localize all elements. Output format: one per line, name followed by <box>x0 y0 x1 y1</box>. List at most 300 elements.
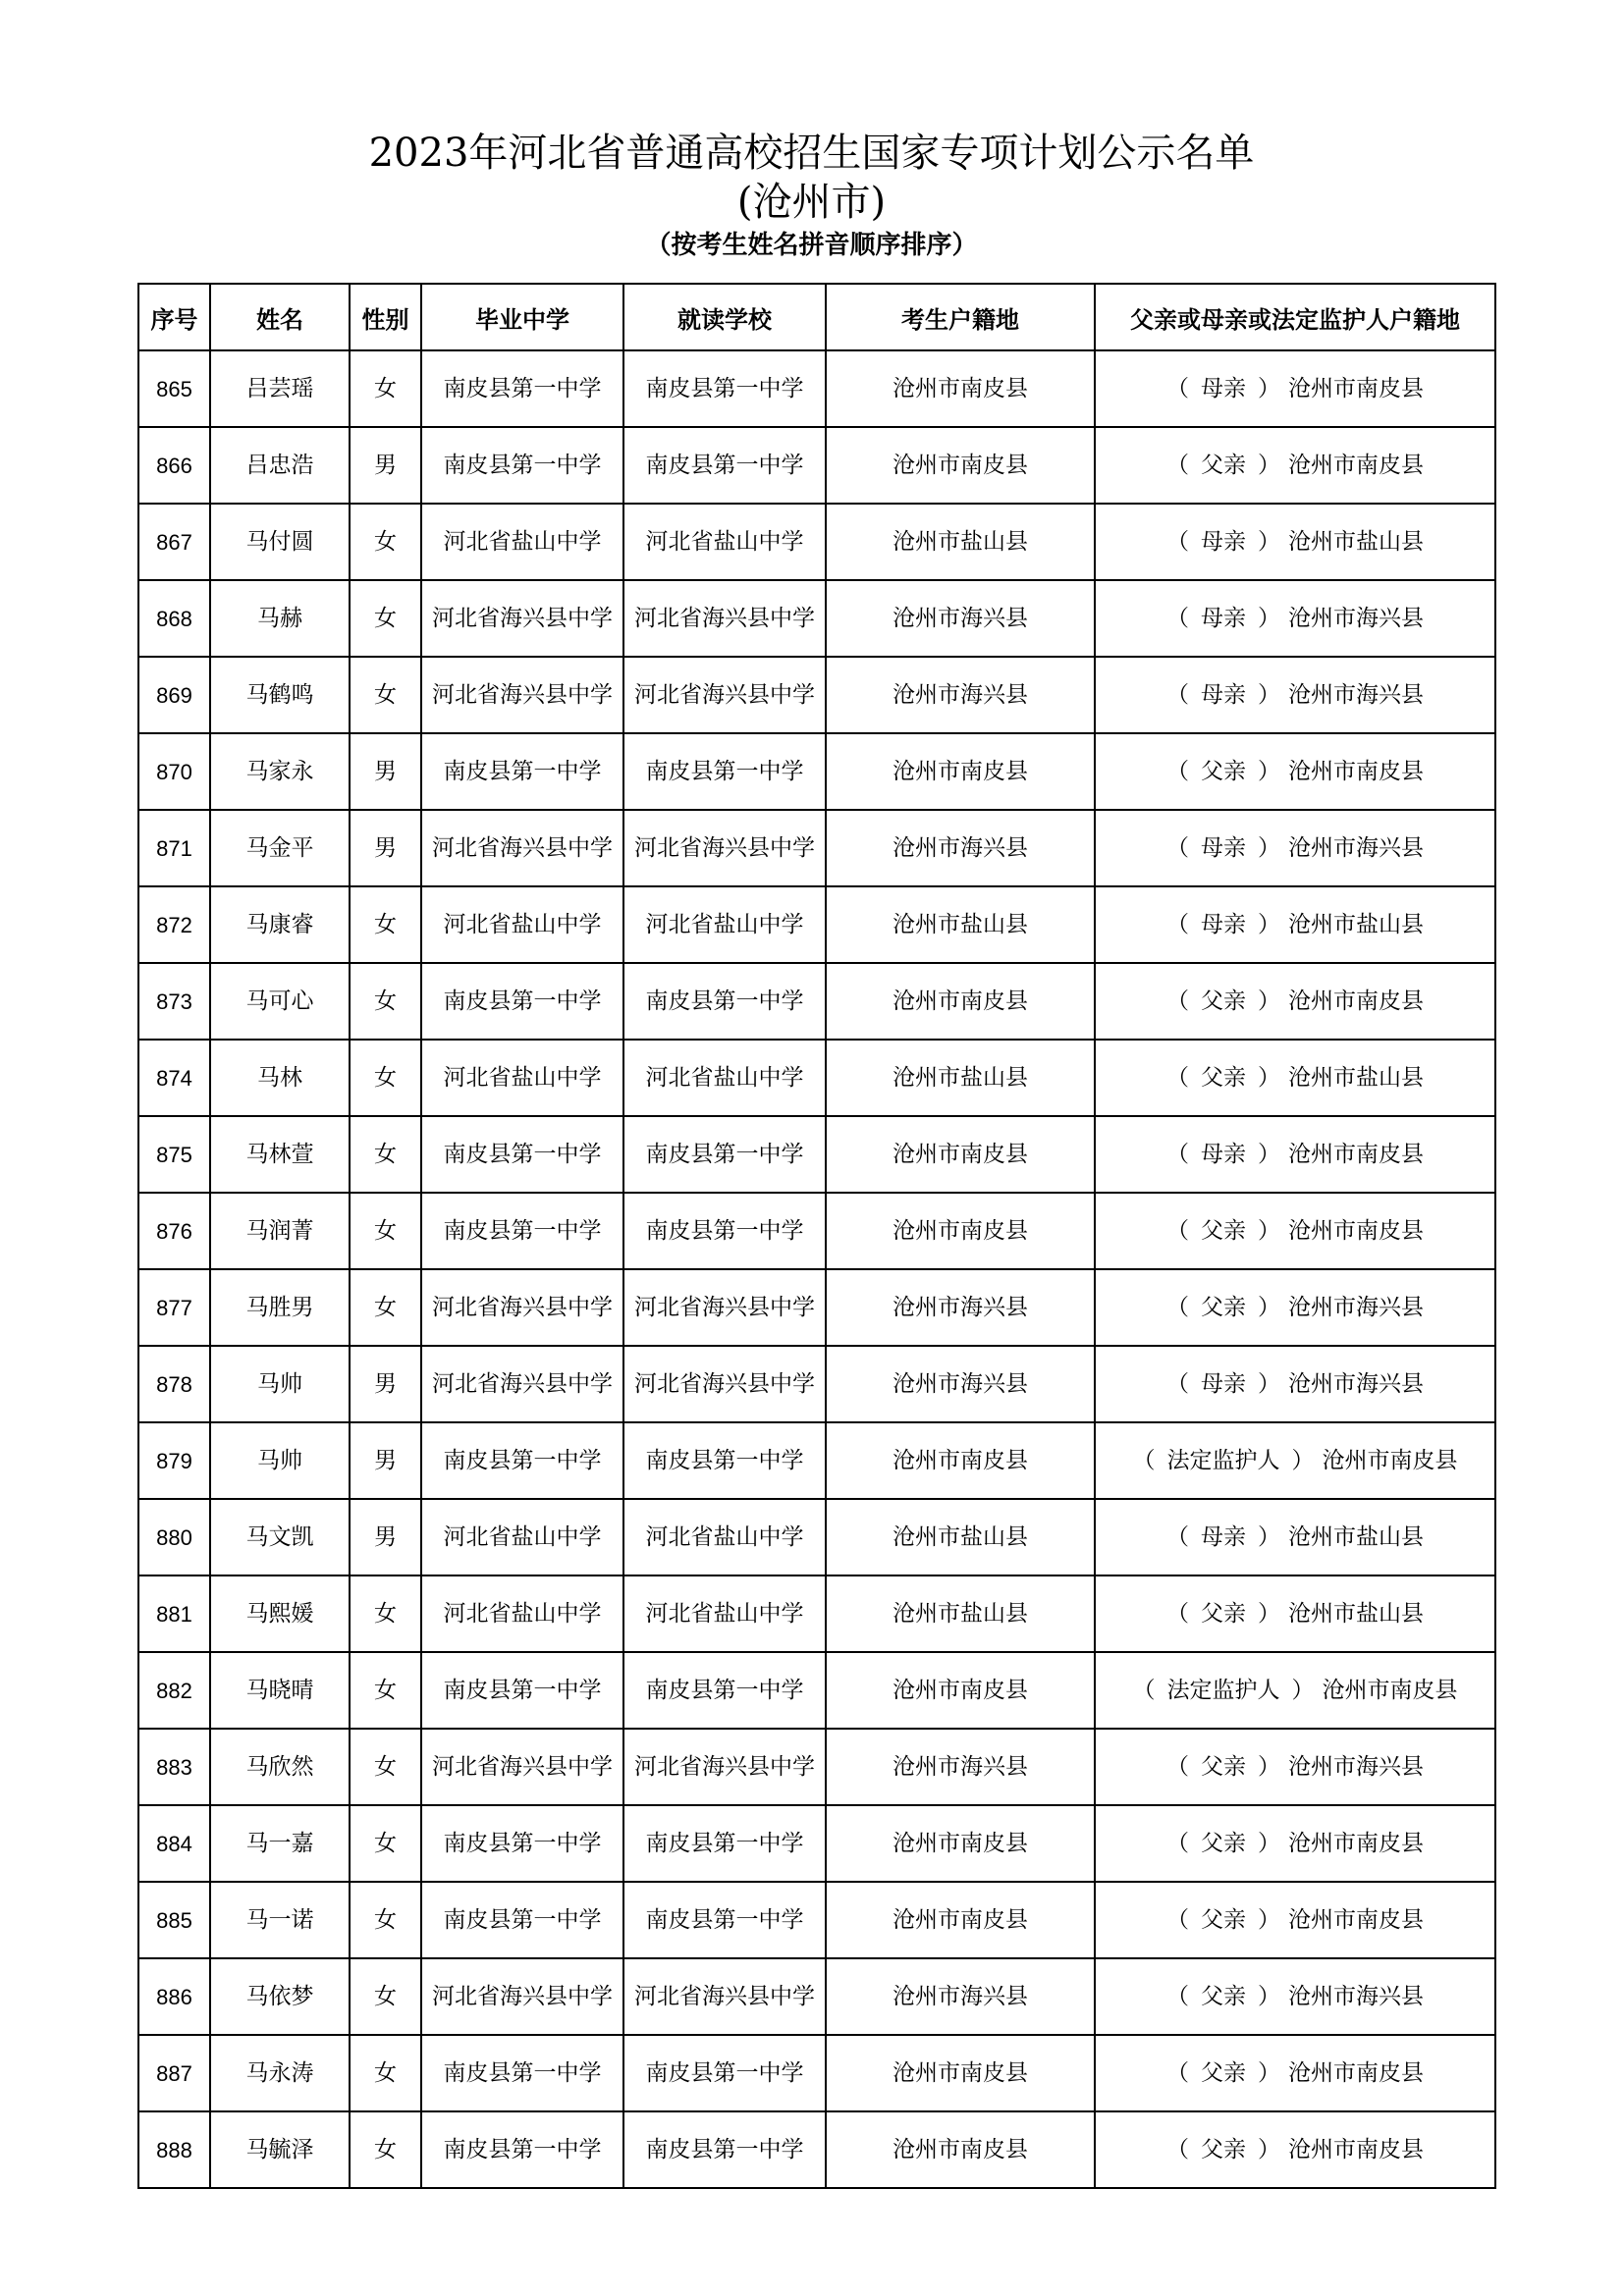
cell-grad-school: 河北省海兴县中学 <box>421 657 623 733</box>
cell-sex: 男 <box>350 733 421 810</box>
cell-sex: 男 <box>350 427 421 504</box>
cell-hukou: 沧州市南皮县 <box>826 1422 1095 1499</box>
cell-hukou: 沧州市南皮县 <box>826 1805 1095 1882</box>
guardian-relation: 母亲 <box>1201 911 1246 937</box>
cell-sex: 女 <box>350 350 421 427</box>
cell-hukou: 沧州市海兴县 <box>826 810 1095 886</box>
cell-sex: 女 <box>350 1882 421 1958</box>
cell-current-school: 南皮县第一中学 <box>623 1805 826 1882</box>
cell-hukou: 沧州市南皮县 <box>826 427 1095 504</box>
cell-guardian-hukou <box>1095 350 1495 427</box>
open-paren: （ <box>1166 528 1189 555</box>
guardian-relation: 母亲 <box>1201 1141 1246 1167</box>
close-paren: ） <box>1258 988 1280 1014</box>
header-row <box>138 284 1495 350</box>
cell-guardian-hukou <box>1095 733 1495 810</box>
cell-no: 869 <box>138 657 210 733</box>
cell-grad-school: 南皮县第一中学 <box>421 1805 623 1882</box>
cell-name: 马永涛 <box>210 2035 350 2111</box>
cell-guardian-hukou <box>1095 963 1495 1040</box>
cell-name: 马林萱 <box>210 1116 350 1193</box>
cell-grad-school: 南皮县第一中学 <box>421 1882 623 1958</box>
cell-current-school: 河北省海兴县中学 <box>623 1346 826 1422</box>
cell-no: 871 <box>138 810 210 886</box>
guardian-place: 沧州市海兴县 <box>1288 1370 1424 1397</box>
cell-grad-school: 河北省海兴县中学 <box>421 810 623 886</box>
guardian-relation: 父亲 <box>1201 2136 1246 2163</box>
cell-guardian-hukou <box>1095 1346 1495 1422</box>
cell-no: 888 <box>138 2111 210 2188</box>
document-title: 2023年河北省普通高校招生国家专项计划公示名单 <box>368 131 1255 176</box>
cell-current-school: 南皮县第一中学 <box>623 733 826 810</box>
cell-guardian-hukou <box>1095 2035 1495 2111</box>
guardian-place: 沧州市南皮县 <box>1322 1677 1458 1703</box>
cell-sex: 女 <box>350 1575 421 1652</box>
open-paren: （ <box>1166 1294 1189 1320</box>
guardian-relation: 父亲 <box>1201 758 1246 784</box>
open-paren: （ <box>1166 1906 1189 1933</box>
close-paren: ） <box>1258 1830 1280 1856</box>
cell-no: 870 <box>138 733 210 810</box>
cell-grad-school: 河北省海兴县中学 <box>421 1346 623 1422</box>
cell-name: 马熙媛 <box>210 1575 350 1652</box>
close-paren: ） <box>1258 2136 1280 2163</box>
cell-no: 880 <box>138 1499 210 1575</box>
close-paren: ） <box>1258 834 1280 861</box>
close-paren: ） <box>1258 681 1280 708</box>
cell-grad-school: 河北省盐山中学 <box>421 504 623 580</box>
close-paren: ） <box>1291 1447 1315 1473</box>
cell-name: 马鹤鸣 <box>210 657 350 733</box>
cell-hukou: 沧州市南皮县 <box>826 963 1095 1040</box>
cell-grad-school: 河北省盐山中学 <box>421 886 623 963</box>
cell-hukou: 沧州市海兴县 <box>826 1269 1095 1346</box>
open-paren: （ <box>1166 1830 1189 1856</box>
cell-no: 868 <box>138 580 210 657</box>
cell-guardian-hukou <box>1095 427 1495 504</box>
cell-grad-school: 河北省盐山中学 <box>421 1575 623 1652</box>
cell-sex: 女 <box>350 886 421 963</box>
close-paren: ） <box>1258 1753 1280 1780</box>
cell-sex: 女 <box>350 1040 421 1116</box>
header-cell-grad-school: 毕业中学 <box>421 284 623 350</box>
cell-guardian-hukou <box>1095 1805 1495 1882</box>
cell-guardian-hukou <box>1095 580 1495 657</box>
cell-no: 875 <box>138 1116 210 1193</box>
guardian-relation: 法定监护人 <box>1166 1677 1280 1703</box>
cell-no: 873 <box>138 963 210 1040</box>
cell-name: 马润菁 <box>210 1193 350 1269</box>
cell-hukou: 沧州市南皮县 <box>826 733 1095 810</box>
table-row <box>138 1116 1495 1193</box>
cell-sex: 女 <box>350 1116 421 1193</box>
guardian-place: 沧州市南皮县 <box>1288 758 1424 784</box>
cell-guardian-hukou <box>1095 1882 1495 1958</box>
close-paren: ） <box>1258 2059 1280 2086</box>
header-cell-current-school: 就读学校 <box>623 284 826 350</box>
cell-no: 874 <box>138 1040 210 1116</box>
open-paren: （ <box>1132 1447 1156 1473</box>
guardian-relation: 父亲 <box>1201 1217 1246 1244</box>
cell-hukou: 沧州市海兴县 <box>826 1958 1095 2035</box>
cell-guardian-hukou <box>1095 657 1495 733</box>
close-paren: ） <box>1258 758 1280 784</box>
open-paren: （ <box>1166 911 1189 937</box>
table-row <box>138 1499 1495 1575</box>
guardian-relation: 父亲 <box>1201 1294 1246 1320</box>
cell-sex: 男 <box>350 1422 421 1499</box>
cell-grad-school: 南皮县第一中学 <box>421 1193 623 1269</box>
cell-hukou: 沧州市海兴县 <box>826 580 1095 657</box>
guardian-relation: 母亲 <box>1201 605 1246 631</box>
open-paren: （ <box>1166 834 1189 861</box>
cell-name: 马依梦 <box>210 1958 350 2035</box>
close-paren: ） <box>1258 1906 1280 1933</box>
cell-current-school: 南皮县第一中学 <box>623 350 826 427</box>
cell-name: 马可心 <box>210 963 350 1040</box>
cell-guardian-hukou <box>1095 504 1495 580</box>
cell-hukou: 沧州市南皮县 <box>826 2111 1095 2188</box>
guardian-relation: 父亲 <box>1201 1753 1246 1780</box>
table-row <box>138 1346 1495 1422</box>
cell-grad-school: 南皮县第一中学 <box>421 1652 623 1729</box>
cell-hukou: 沧州市盐山县 <box>826 1575 1095 1652</box>
table-row <box>138 580 1495 657</box>
open-paren: （ <box>1166 2059 1189 2086</box>
table-row <box>138 733 1495 810</box>
cell-guardian-hukou <box>1095 1269 1495 1346</box>
open-paren: （ <box>1166 758 1189 784</box>
guardian-place: 沧州市海兴县 <box>1288 834 1424 861</box>
open-paren: （ <box>1166 2136 1189 2163</box>
guardian-relation: 父亲 <box>1201 1830 1246 1856</box>
cell-name: 马帅 <box>210 1422 350 1499</box>
cell-name: 马赫 <box>210 580 350 657</box>
cell-grad-school: 南皮县第一中学 <box>421 2035 623 2111</box>
cell-grad-school: 南皮县第一中学 <box>421 427 623 504</box>
cell-no: 865 <box>138 350 210 427</box>
cell-current-school: 南皮县第一中学 <box>623 1652 826 1729</box>
open-paren: （ <box>1166 375 1189 401</box>
guardian-place: 沧州市南皮县 <box>1288 452 1424 478</box>
cell-no: 887 <box>138 2035 210 2111</box>
close-paren: ） <box>1258 1141 1280 1167</box>
cell-hukou: 沧州市南皮县 <box>826 1116 1095 1193</box>
close-paren: ） <box>1258 452 1280 478</box>
cell-no: 872 <box>138 886 210 963</box>
cell-no: 878 <box>138 1346 210 1422</box>
guardian-relation: 母亲 <box>1201 375 1246 401</box>
cell-guardian-hukou <box>1095 1116 1495 1193</box>
cell-no: 881 <box>138 1575 210 1652</box>
guardian-relation: 父亲 <box>1201 452 1246 478</box>
table-row <box>138 810 1495 886</box>
cell-sex: 女 <box>350 504 421 580</box>
close-paren: ） <box>1258 1370 1280 1397</box>
cell-grad-school: 河北省海兴县中学 <box>421 1729 623 1805</box>
cell-current-school: 南皮县第一中学 <box>623 1193 826 1269</box>
cell-guardian-hukou <box>1095 1652 1495 1729</box>
table-row <box>138 427 1495 504</box>
guardian-relation: 父亲 <box>1201 1064 1246 1091</box>
cell-grad-school: 南皮县第一中学 <box>421 1116 623 1193</box>
guardian-place: 沧州市盐山县 <box>1288 1600 1424 1627</box>
cell-no: 867 <box>138 504 210 580</box>
close-paren: ） <box>1258 1294 1280 1320</box>
cell-sex: 女 <box>350 963 421 1040</box>
guardian-place: 沧州市南皮县 <box>1288 1141 1424 1167</box>
header-cell-guardian-hukou: 父亲或母亲或法定监护人户籍地 <box>1095 284 1495 350</box>
cell-no: 876 <box>138 1193 210 1269</box>
cell-current-school: 河北省盐山中学 <box>623 1575 826 1652</box>
cell-guardian-hukou <box>1095 1422 1495 1499</box>
close-paren: ） <box>1258 375 1280 401</box>
cell-hukou: 沧州市盐山县 <box>826 1499 1095 1575</box>
cell-name: 马欣然 <box>210 1729 350 1805</box>
cell-grad-school: 南皮县第一中学 <box>421 2111 623 2188</box>
table-row <box>138 1958 1495 2035</box>
open-paren: （ <box>1132 1677 1156 1703</box>
guardian-relation: 父亲 <box>1201 1906 1246 1933</box>
cell-current-school: 南皮县第一中学 <box>623 963 826 1040</box>
cell-sex: 女 <box>350 1269 421 1346</box>
open-paren: （ <box>1166 1600 1189 1627</box>
cell-grad-school: 河北省海兴县中学 <box>421 1269 623 1346</box>
cell-name: 马文凯 <box>210 1499 350 1575</box>
guardian-place: 沧州市盐山县 <box>1288 1064 1424 1091</box>
cell-hukou: 沧州市南皮县 <box>826 2035 1095 2111</box>
cell-current-school: 河北省盐山中学 <box>623 1040 826 1116</box>
cell-guardian-hukou <box>1095 810 1495 886</box>
sort-note: （按考生姓名拼音顺序排序） <box>645 231 978 260</box>
cell-sex: 女 <box>350 657 421 733</box>
close-paren: ） <box>1258 911 1280 937</box>
cell-sex: 女 <box>350 580 421 657</box>
close-paren: ） <box>1258 605 1280 631</box>
cell-no: 883 <box>138 1729 210 1805</box>
guardian-relation: 父亲 <box>1201 2059 1246 2086</box>
guardian-place: 沧州市南皮县 <box>1288 1906 1424 1933</box>
guardian-relation: 母亲 <box>1201 1370 1246 1397</box>
cell-name: 马付圆 <box>210 504 350 580</box>
guardian-place: 沧州市盐山县 <box>1288 911 1424 937</box>
cell-no: 884 <box>138 1805 210 1882</box>
guardian-place: 沧州市海兴县 <box>1288 681 1424 708</box>
cell-guardian-hukou <box>1095 1729 1495 1805</box>
table-row <box>138 1269 1495 1346</box>
guardian-place: 沧州市盐山县 <box>1288 528 1424 555</box>
cell-hukou: 沧州市盐山县 <box>826 504 1095 580</box>
cell-name: 马帅 <box>210 1346 350 1422</box>
table-body <box>138 350 1495 2188</box>
header-cell-hukou: 考生户籍地 <box>826 284 1095 350</box>
guardian-place: 沧州市海兴县 <box>1288 1753 1424 1780</box>
cell-hukou: 沧州市盐山县 <box>826 886 1095 963</box>
cell-current-school: 河北省海兴县中学 <box>623 1958 826 2035</box>
cell-current-school: 南皮县第一中学 <box>623 2111 826 2188</box>
open-paren: （ <box>1166 605 1189 631</box>
guardian-place: 沧州市海兴县 <box>1288 605 1424 631</box>
cell-current-school: 河北省海兴县中学 <box>623 657 826 733</box>
cell-no: 885 <box>138 1882 210 1958</box>
cell-current-school: 南皮县第一中学 <box>623 1882 826 1958</box>
open-paren: （ <box>1166 1523 1189 1550</box>
guardian-relation: 父亲 <box>1201 988 1246 1014</box>
table-row <box>138 1805 1495 1882</box>
cell-grad-school: 南皮县第一中学 <box>421 733 623 810</box>
cell-name: 马胜男 <box>210 1269 350 1346</box>
table-row <box>138 1422 1495 1499</box>
cell-no: 879 <box>138 1422 210 1499</box>
close-paren: ） <box>1258 1983 1280 2009</box>
guardian-place: 沧州市盐山县 <box>1288 1523 1424 1550</box>
header-cell-sex: 性别 <box>350 284 421 350</box>
cell-hukou: 沧州市南皮县 <box>826 1193 1095 1269</box>
cell-hukou: 沧州市海兴县 <box>826 1346 1095 1422</box>
cell-current-school: 南皮县第一中学 <box>623 427 826 504</box>
cell-guardian-hukou <box>1095 886 1495 963</box>
cell-hukou: 沧州市盐山县 <box>826 1040 1095 1116</box>
cell-current-school: 南皮县第一中学 <box>623 2035 826 2111</box>
city-subtitle: (沧州市) <box>736 180 887 225</box>
cell-sex: 女 <box>350 2111 421 2188</box>
guardian-place: 沧州市南皮县 <box>1322 1447 1458 1473</box>
close-paren: ） <box>1258 1064 1280 1091</box>
guardian-place: 沧州市南皮县 <box>1288 1830 1424 1856</box>
cell-grad-school: 河北省盐山中学 <box>421 1499 623 1575</box>
close-paren: ） <box>1258 1523 1280 1550</box>
table-row <box>138 1652 1495 1729</box>
open-paren: （ <box>1166 681 1189 708</box>
open-paren: （ <box>1166 988 1189 1014</box>
table-row <box>138 1193 1495 1269</box>
guardian-place: 沧州市海兴县 <box>1288 1294 1424 1320</box>
cell-hukou: 沧州市海兴县 <box>826 1729 1095 1805</box>
cell-grad-school: 南皮县第一中学 <box>421 1422 623 1499</box>
cell-sex: 男 <box>350 810 421 886</box>
table-row <box>138 886 1495 963</box>
cell-current-school: 河北省海兴县中学 <box>623 810 826 886</box>
cell-no: 886 <box>138 1958 210 2035</box>
open-paren: （ <box>1166 1217 1189 1244</box>
cell-grad-school: 河北省盐山中学 <box>421 1040 623 1116</box>
table-row <box>138 2111 1495 2188</box>
cell-current-school: 南皮县第一中学 <box>623 1116 826 1193</box>
roster-table <box>137 283 1496 2189</box>
open-paren: （ <box>1166 1064 1189 1091</box>
cell-sex: 女 <box>350 1958 421 2035</box>
cell-grad-school: 南皮县第一中学 <box>421 963 623 1040</box>
table-row <box>138 963 1495 1040</box>
cell-sex: 男 <box>350 1346 421 1422</box>
cell-grad-school: 南皮县第一中学 <box>421 350 623 427</box>
cell-no: 882 <box>138 1652 210 1729</box>
table-row <box>138 2035 1495 2111</box>
cell-current-school: 南皮县第一中学 <box>623 1422 826 1499</box>
cell-current-school: 河北省盐山中学 <box>623 1499 826 1575</box>
cell-hukou: 沧州市南皮县 <box>826 1652 1095 1729</box>
cell-name: 马一诺 <box>210 1882 350 1958</box>
guardian-relation: 父亲 <box>1201 1600 1246 1627</box>
cell-sex: 女 <box>350 1729 421 1805</box>
open-paren: （ <box>1166 1370 1189 1397</box>
close-paren: ） <box>1258 528 1280 555</box>
cell-name: 吕忠浩 <box>210 427 350 504</box>
close-paren: ） <box>1258 1217 1280 1244</box>
guardian-place: 沧州市南皮县 <box>1288 2059 1424 2086</box>
cell-no: 866 <box>138 427 210 504</box>
cell-current-school: 河北省海兴县中学 <box>623 1729 826 1805</box>
cell-sex: 女 <box>350 1652 421 1729</box>
cell-guardian-hukou <box>1095 1958 1495 2035</box>
guardian-relation: 法定监护人 <box>1166 1447 1280 1473</box>
header-cell-name: 姓名 <box>210 284 350 350</box>
cell-guardian-hukou <box>1095 1040 1495 1116</box>
open-paren: （ <box>1166 452 1189 478</box>
guardian-relation: 母亲 <box>1201 834 1246 861</box>
cell-guardian-hukou <box>1095 1193 1495 1269</box>
cell-current-school: 河北省海兴县中学 <box>623 580 826 657</box>
open-paren: （ <box>1166 1753 1189 1780</box>
cell-no: 877 <box>138 1269 210 1346</box>
guardian-place: 沧州市南皮县 <box>1288 2136 1424 2163</box>
open-paren: （ <box>1166 1983 1189 2009</box>
cell-guardian-hukou <box>1095 2111 1495 2188</box>
guardian-relation: 母亲 <box>1201 681 1246 708</box>
guardian-place: 沧州市南皮县 <box>1288 1217 1424 1244</box>
cell-grad-school: 河北省海兴县中学 <box>421 580 623 657</box>
cell-hukou: 沧州市海兴县 <box>826 657 1095 733</box>
guardian-relation: 母亲 <box>1201 1523 1246 1550</box>
cell-sex: 男 <box>350 1499 421 1575</box>
cell-sex: 女 <box>350 1805 421 1882</box>
cell-hukou: 沧州市南皮县 <box>826 350 1095 427</box>
table-row <box>138 1882 1495 1958</box>
cell-name: 马金平 <box>210 810 350 886</box>
guardian-place: 沧州市南皮县 <box>1288 988 1424 1014</box>
header-cell-no: 序号 <box>138 284 210 350</box>
cell-current-school: 河北省盐山中学 <box>623 886 826 963</box>
cell-name: 马康睿 <box>210 886 350 963</box>
cell-name: 马晓晴 <box>210 1652 350 1729</box>
cell-current-school: 河北省盐山中学 <box>623 504 826 580</box>
guardian-relation: 母亲 <box>1201 528 1246 555</box>
close-paren: ） <box>1291 1677 1315 1703</box>
table-row <box>138 657 1495 733</box>
guardian-relation: 父亲 <box>1201 1983 1246 2009</box>
table-row <box>138 1575 1495 1652</box>
cell-sex: 女 <box>350 2035 421 2111</box>
guardian-place: 沧州市海兴县 <box>1288 1983 1424 2009</box>
table-row <box>138 350 1495 427</box>
cell-grad-school: 河北省海兴县中学 <box>421 1958 623 2035</box>
cell-current-school: 河北省海兴县中学 <box>623 1269 826 1346</box>
cell-guardian-hukou <box>1095 1575 1495 1652</box>
cell-name: 马一嘉 <box>210 1805 350 1882</box>
open-paren: （ <box>1166 1141 1189 1167</box>
cell-hukou: 沧州市南皮县 <box>826 1882 1095 1958</box>
cell-name: 马林 <box>210 1040 350 1116</box>
table-row <box>138 1729 1495 1805</box>
close-paren: ） <box>1258 1600 1280 1627</box>
cell-name: 吕芸瑶 <box>210 350 350 427</box>
table-row <box>138 1040 1495 1116</box>
guardian-place: 沧州市南皮县 <box>1288 375 1424 401</box>
cell-name: 马家永 <box>210 733 350 810</box>
cell-sex: 女 <box>350 1193 421 1269</box>
cell-name: 马毓泽 <box>210 2111 350 2188</box>
cell-guardian-hukou <box>1095 1499 1495 1575</box>
